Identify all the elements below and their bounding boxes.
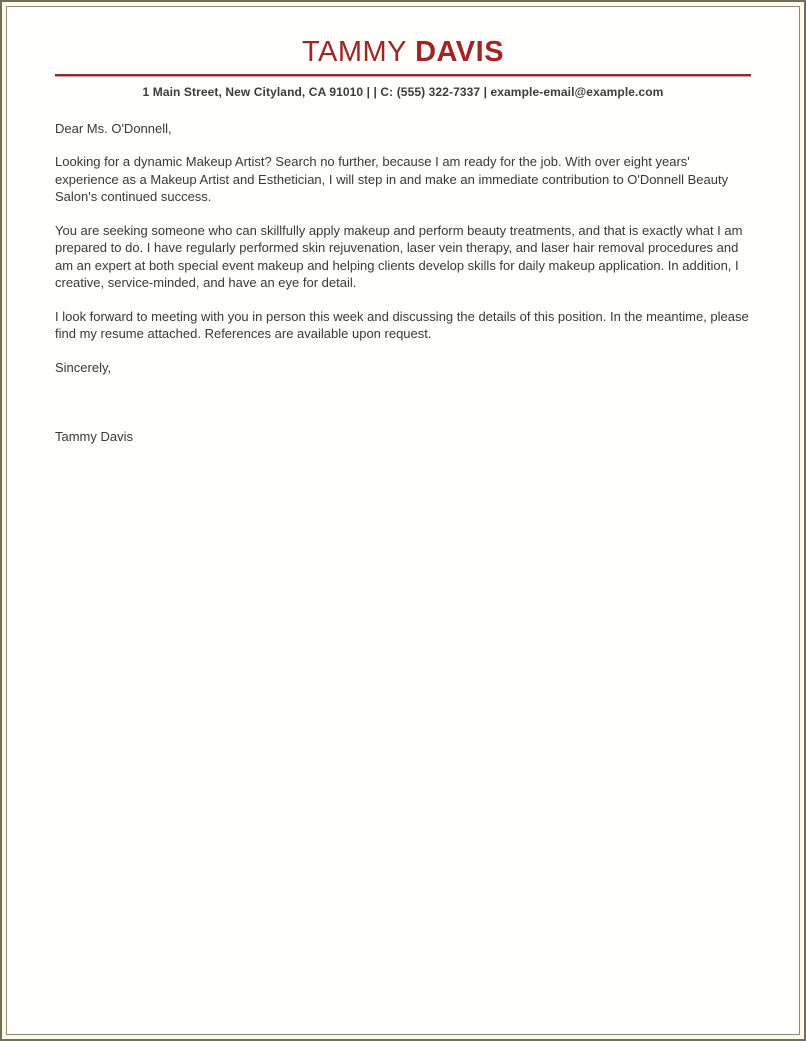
letter-body — [55, 120, 751, 446]
signature-name: Tammy Davis — [55, 429, 134, 445]
first-name: TAMMY — [301, 36, 407, 68]
letter-page — [6, 6, 800, 1035]
closing: Sincerely, — [55, 359, 112, 375]
letter-header — [55, 37, 751, 99]
last-name: DAVIS — [415, 36, 505, 68]
paragraph-3: I look forward to meeting with you in person this week and discussing the details of this position. In the meantime, please find my resume attached. References are available upon request. — [55, 308, 749, 342]
paragraph-2: You are seeking someone who can skillfully apply makeup and perform beauty treatments, and that is exactly what I am prepared to do. I have regularly performed skin rejuvenation, laser vein therapy, and laser hair removal procedures and am an expert at both special event makeup and helping clients develop skills for daily makeup application. In addition, I creative, service-minded, and have an eye for detail. — [55, 222, 743, 291]
header-divider — [55, 74, 751, 76]
page-title — [55, 37, 751, 69]
salutation: Dear Ms. O'Donnell, — [55, 120, 172, 136]
paragraph-1: Looking for a dynamic Makeup Artist? Search no further, because I am ready for the job. With over eight years' experience as a Makeup Artist and Esthetician, I will step in and make an immediate contribution to O'Donnell Beauty Salon's continued success. — [55, 154, 729, 205]
contact-info: 1 Main Street, New Cityland, CA 91010 | | C: (555) 322-7337 | example-email@example.com — [142, 84, 664, 99]
